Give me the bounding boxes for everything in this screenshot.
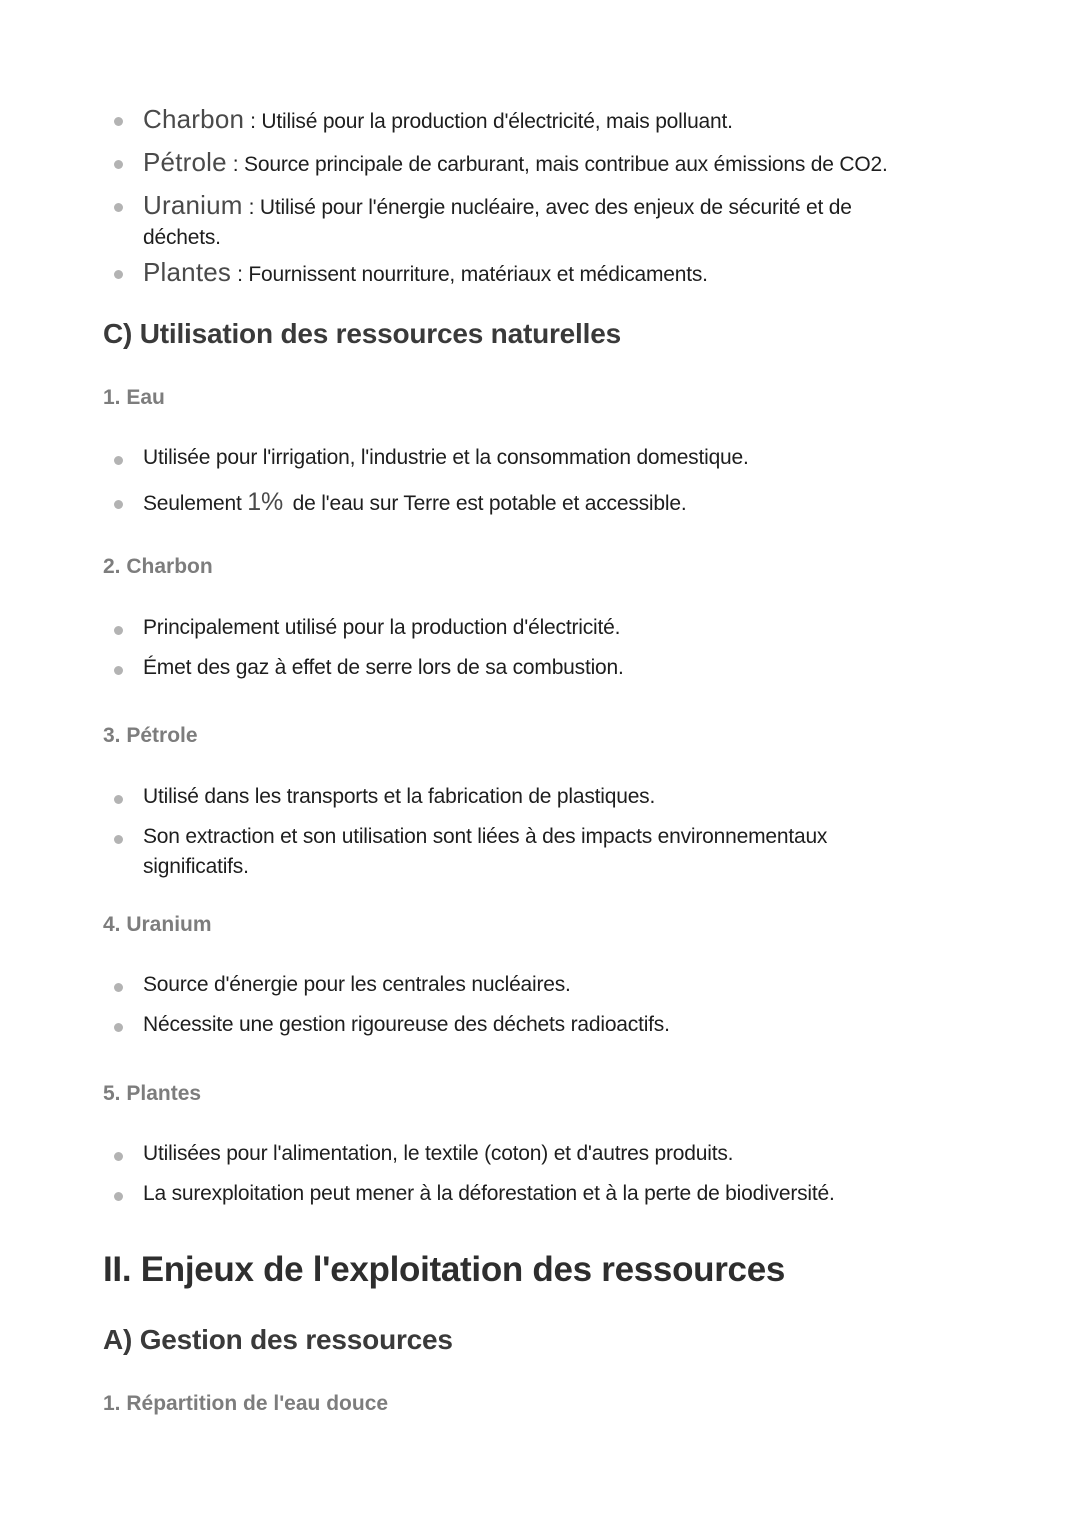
- petrole-list: [103, 782, 963, 882]
- section-heading-c: C) Utilisation des ressources naturelles: [103, 318, 621, 349]
- list-item: Utilisé dans les transports et la fabrication de plastiques.: [103, 782, 963, 812]
- list-item: [103, 104, 963, 137]
- definition: : Source principale de carburant, mais contribue aux émissions de CO2.: [232, 153, 888, 176]
- term: Pétrole: [143, 147, 227, 177]
- bullet-icon: [114, 795, 123, 804]
- list-item: Principalement utilisé pour la production d'électricité.: [103, 613, 963, 643]
- uranium-list: [103, 970, 963, 1040]
- subsection-heading-uranium: 4. Uranium: [103, 913, 212, 936]
- bullet-icon: [114, 626, 123, 635]
- bullet-icon: [114, 1023, 123, 1032]
- bullet-icon: [114, 666, 123, 675]
- charbon-list: [103, 613, 963, 683]
- list-item: Nécessite une gestion rigoureuse des déchets radioactifs.: [103, 1010, 963, 1040]
- bullet-icon: [114, 117, 123, 126]
- subsection-heading-repartition: 1. Répartition de l'eau douce: [103, 1392, 389, 1415]
- bullet-icon: [114, 983, 123, 992]
- list-item: Seulement 1% de l'eau sur Terre est potable et accessible.: [103, 487, 963, 519]
- resources-list: [103, 104, 963, 290]
- bullet-icon: [114, 203, 123, 212]
- subsection-heading-plantes: 5. Plantes: [103, 1082, 202, 1105]
- eau-list: [103, 443, 963, 519]
- bullet-icon: [114, 160, 123, 169]
- bullet-icon: [114, 270, 123, 279]
- term: Plantes: [143, 257, 232, 287]
- term: Charbon: [143, 104, 245, 134]
- definition: : Utilisé pour l'énergie nucléaire, avec des enjeux de sécurité et de déchets.: [143, 196, 852, 249]
- subsection-heading-petrole: 3. Pétrole: [103, 724, 198, 747]
- list-item: [103, 190, 963, 253]
- bullet-icon: [114, 1152, 123, 1161]
- list-item: Source d'énergie pour les centrales nucléaires.: [103, 970, 963, 1000]
- list-item: [103, 147, 963, 180]
- list-item: [103, 257, 963, 290]
- definition: : Utilisé pour la production d'électricité, mais polluant.: [250, 110, 733, 133]
- definition: : Fournissent nourriture, matériaux et médicaments.: [237, 263, 708, 286]
- list-item: Utilisées pour l'alimentation, le textile (coton) et d'autres produits.: [103, 1139, 963, 1169]
- list-item: La surexploitation peut mener à la déforestation et à la perte de biodiversité.: [103, 1179, 963, 1209]
- section-heading-ii: II. Enjeux de l'exploitation des ressources: [103, 1250, 786, 1289]
- bullet-icon: [114, 500, 123, 509]
- list-item: Son extraction et son utilisation sont liées à des impacts environnementaux significatifs.: [103, 822, 963, 882]
- section-heading-a: A) Gestion des ressources: [103, 1324, 453, 1355]
- subsection-heading-charbon: 2. Charbon: [103, 555, 213, 578]
- percent-value: 1%: [247, 488, 283, 516]
- list-item: Émet des gaz à effet de serre lors de sa combustion.: [103, 653, 963, 683]
- plantes-list: [103, 1139, 963, 1209]
- list-item: Utilisée pour l'irrigation, l'industrie et la consommation domestique.: [103, 443, 963, 473]
- bullet-icon: [114, 456, 123, 465]
- bullet-icon: [114, 1192, 123, 1201]
- term: Uranium: [143, 190, 243, 220]
- subsection-heading-eau: 1. Eau: [103, 386, 165, 409]
- bullet-icon: [114, 835, 123, 844]
